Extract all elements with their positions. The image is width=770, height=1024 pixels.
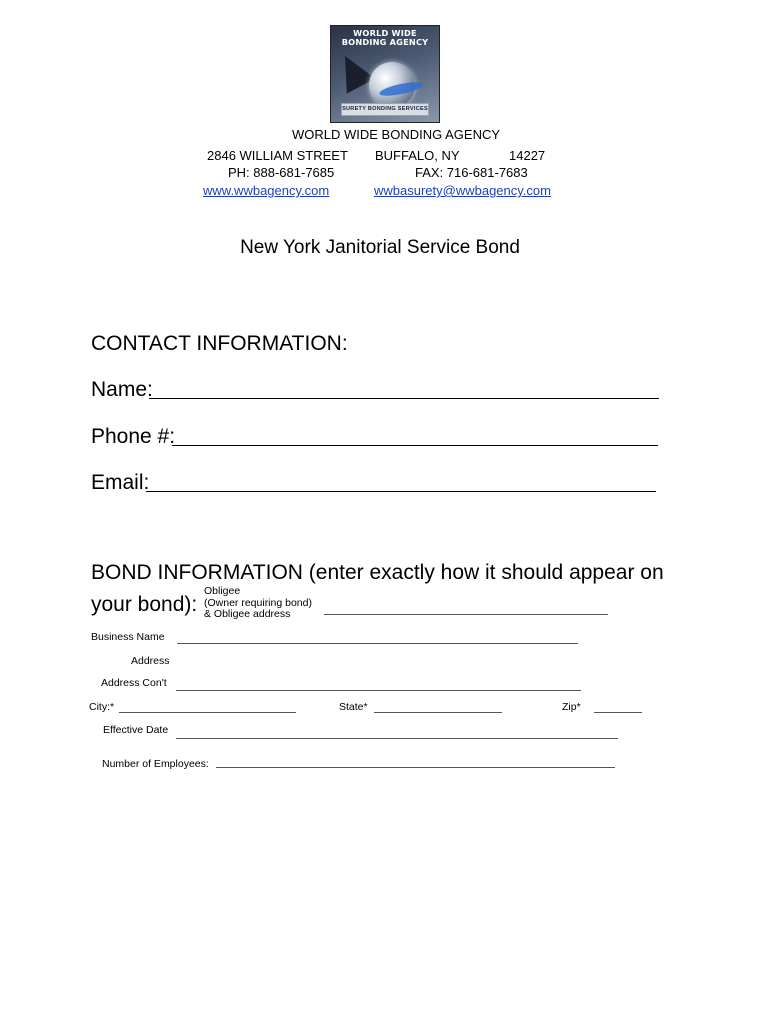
effective-date-label: Effective Date — [103, 724, 169, 736]
city-field[interactable] — [119, 712, 296, 713]
agency-fax: FAX: 716-681-7683 — [415, 165, 528, 180]
contact-heading: CONTACT INFORMATION: — [91, 332, 348, 355]
address-label: Address — [131, 655, 170, 667]
agency-logo — [330, 25, 440, 123]
zip-label: Zip* — [562, 701, 581, 713]
city-label: City:* — [89, 701, 115, 713]
agency-phone: PH: 888-681-7685 — [228, 165, 335, 180]
email-field[interactable] — [146, 491, 656, 492]
obligee-field[interactable] — [324, 614, 608, 615]
agency-email-link[interactable]: wwbasurety@wwbagency.com — [374, 183, 551, 198]
document-title: New York Janitorial Service Bond — [240, 237, 520, 258]
email-label: Email: — [91, 471, 150, 494]
agency-name: WORLD WIDE BONDING AGENCY — [292, 127, 501, 142]
zip-field[interactable] — [594, 712, 642, 713]
phone-field[interactable] — [172, 445, 658, 446]
address-cont-field[interactable] — [176, 690, 581, 691]
business-name-label: Business Name — [91, 631, 165, 643]
name-label: Name: — [91, 378, 153, 401]
agency-website-link[interactable]: www.wwbagency.com — [203, 183, 330, 198]
name-field[interactable] — [149, 398, 659, 399]
employees-field[interactable] — [216, 767, 615, 768]
address-field[interactable] — [177, 667, 578, 668]
agency-zip: 14227 — [509, 148, 546, 163]
employees-label: Number of Employees: — [102, 758, 209, 770]
effective-date-field[interactable] — [176, 738, 618, 739]
bond-heading-line2: your bond): — [91, 593, 198, 616]
agency-street: 2846 WILLIAM STREET — [207, 148, 348, 163]
state-field[interactable] — [374, 712, 502, 713]
state-label: State* — [339, 701, 368, 713]
logo-title: WORLD WIDE BONDING AGENCY — [341, 28, 429, 47]
address-cont-label: Address Con't — [101, 677, 167, 689]
obligee-label — [204, 586, 312, 621]
business-name-field[interactable] — [177, 643, 578, 644]
logo-tagline: SURETY BONDING SERVICES — [341, 103, 429, 116]
agency-city-state: BUFFALO, NY — [375, 148, 460, 163]
obligee-label-line3: & Obligee address — [204, 608, 291, 620]
obligee-label-line2: (Owner requiring bond) — [204, 596, 312, 609]
phone-label: Phone #: — [91, 425, 176, 448]
bond-heading-line1: BOND INFORMATION (enter exactly how it should appear on — [91, 561, 664, 584]
obligee-label-line1: Obligee — [204, 585, 241, 597]
